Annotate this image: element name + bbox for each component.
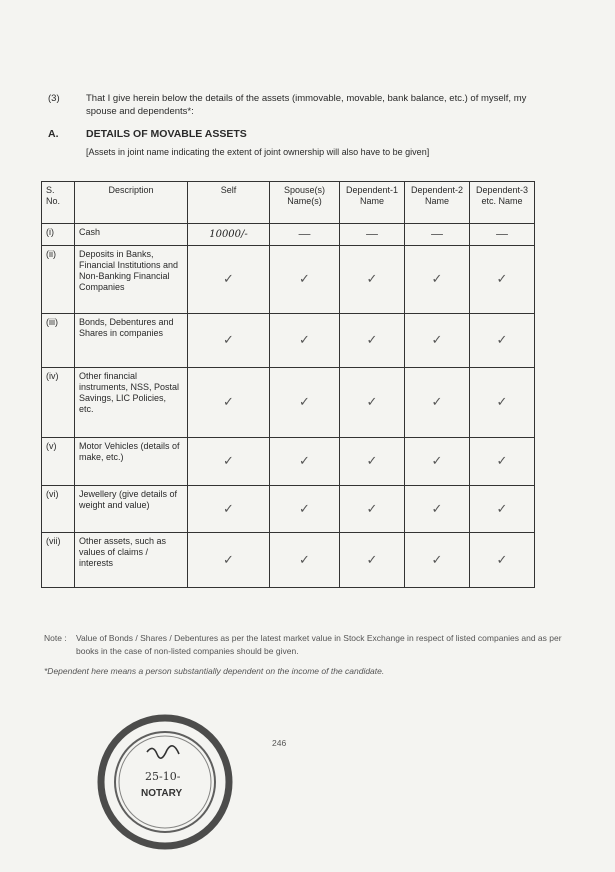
page-number: 246 xyxy=(272,738,287,748)
row-spouse-mark: — xyxy=(270,224,340,246)
row-description: Jewellery (give details of weight and value) xyxy=(75,486,188,533)
row-dep3-mark: ✓ xyxy=(470,368,535,438)
row-sno: (vii) xyxy=(42,533,75,588)
row-dep1-mark: ✓ xyxy=(340,368,405,438)
row-spouse-mark: ✓ xyxy=(270,368,340,438)
row-description: Cash xyxy=(75,224,188,246)
row-dep3-mark: ✓ xyxy=(470,246,535,314)
row-self-value: 10000/- xyxy=(188,224,270,246)
row-spouse-mark: ✓ xyxy=(270,533,340,588)
row-dep3-mark: ✓ xyxy=(470,438,535,486)
header-self: Self xyxy=(188,182,270,224)
row-dep3-mark: — xyxy=(470,224,535,246)
table-row xyxy=(42,533,535,588)
row-self-mark: ✓ xyxy=(188,314,270,368)
row-dep2-mark: ✓ xyxy=(405,438,470,486)
row-spouse-mark: ✓ xyxy=(270,486,340,533)
intro-number: (3) xyxy=(48,93,60,104)
table-header-row xyxy=(42,182,535,224)
table-row xyxy=(42,224,535,246)
table-row xyxy=(42,246,535,314)
row-description: Bonds, Debentures and Shares in companies xyxy=(75,314,188,368)
row-dep2-mark: ✓ xyxy=(405,486,470,533)
header-dependent-1: Dependent-1 Name xyxy=(340,182,405,224)
row-dep3-mark: ✓ xyxy=(470,314,535,368)
header-dependent-2: Dependent-2 Name xyxy=(405,182,470,224)
table-row xyxy=(42,314,535,368)
table-row xyxy=(42,438,535,486)
row-description: Other assets, such as values of claims / interests xyxy=(75,533,188,588)
row-description: Deposits in Banks, Financial Institutions and Non-Banking Financial Companies xyxy=(75,246,188,314)
row-dep1-mark: ✓ xyxy=(340,438,405,486)
row-self-mark: ✓ xyxy=(188,486,270,533)
seal-stamp-text: NOTARY xyxy=(141,788,183,799)
header-spouse: Spouse(s) Name(s) xyxy=(270,182,340,224)
row-dep2-mark: ✓ xyxy=(405,533,470,588)
movable-assets-table xyxy=(41,181,535,588)
row-dep1-mark: ✓ xyxy=(340,314,405,368)
row-sno: (iv) xyxy=(42,368,75,438)
section-title: DETAILS OF MOVABLE ASSETS xyxy=(86,128,247,140)
row-spouse-mark: ✓ xyxy=(270,314,340,368)
row-sno: (vi) xyxy=(42,486,75,533)
row-spouse-mark: ✓ xyxy=(270,438,340,486)
row-dep1-mark: ✓ xyxy=(340,533,405,588)
row-description: Other financial instruments, NSS, Postal Savings, LIC Policies, etc. xyxy=(75,368,188,438)
row-dep1-mark: ✓ xyxy=(340,246,405,314)
note-text: Value of Bonds / Shares / Debentures as per the latest market value in Stock Exchange in respect of listed companies and as per books in the case of non-listed companies should be given. xyxy=(76,633,562,656)
row-sno: (v) xyxy=(42,438,75,486)
row-sno: (i) xyxy=(42,224,75,246)
row-self-mark: ✓ xyxy=(188,438,270,486)
row-sno: (ii) xyxy=(42,246,75,314)
section-subtitle: [Assets in joint name indicating the extent of joint ownership will also have to be given] xyxy=(86,147,430,157)
row-spouse-mark: ✓ xyxy=(270,246,340,314)
table-row xyxy=(42,486,535,533)
seal-date-text: 25-10- xyxy=(145,770,181,783)
table-row xyxy=(42,368,535,438)
header-description: Description xyxy=(75,182,188,224)
header-sno: S. No. xyxy=(42,182,75,224)
row-dep1-mark: ✓ xyxy=(340,486,405,533)
dependent-footnote: *Dependent here means a person substantially dependent on the income of the candidate. xyxy=(44,666,385,676)
row-dep3-mark: ✓ xyxy=(470,486,535,533)
row-dep2-mark: ✓ xyxy=(405,246,470,314)
row-dep1-mark: — xyxy=(340,224,405,246)
section-letter: A. xyxy=(48,128,59,140)
header-dependent-3: Dependent-3 etc. Name xyxy=(470,182,535,224)
row-dep2-mark: — xyxy=(405,224,470,246)
row-self-mark: ✓ xyxy=(188,368,270,438)
row-self-mark: ✓ xyxy=(188,533,270,588)
row-self-mark: ✓ xyxy=(188,246,270,314)
row-dep2-mark: ✓ xyxy=(405,368,470,438)
notary-seal-icon xyxy=(95,712,235,852)
row-description: Motor Vehicles (details of make, etc.) xyxy=(75,438,188,486)
row-sno: (iii) xyxy=(42,314,75,368)
intro-text: That I give herein below the details of the assets (immovable, movable, bank balance, etc.) of myself, my spouse and dependents*: xyxy=(86,93,527,117)
note-label: Note : xyxy=(44,633,67,643)
row-dep3-mark: ✓ xyxy=(470,533,535,588)
row-dep2-mark: ✓ xyxy=(405,314,470,368)
